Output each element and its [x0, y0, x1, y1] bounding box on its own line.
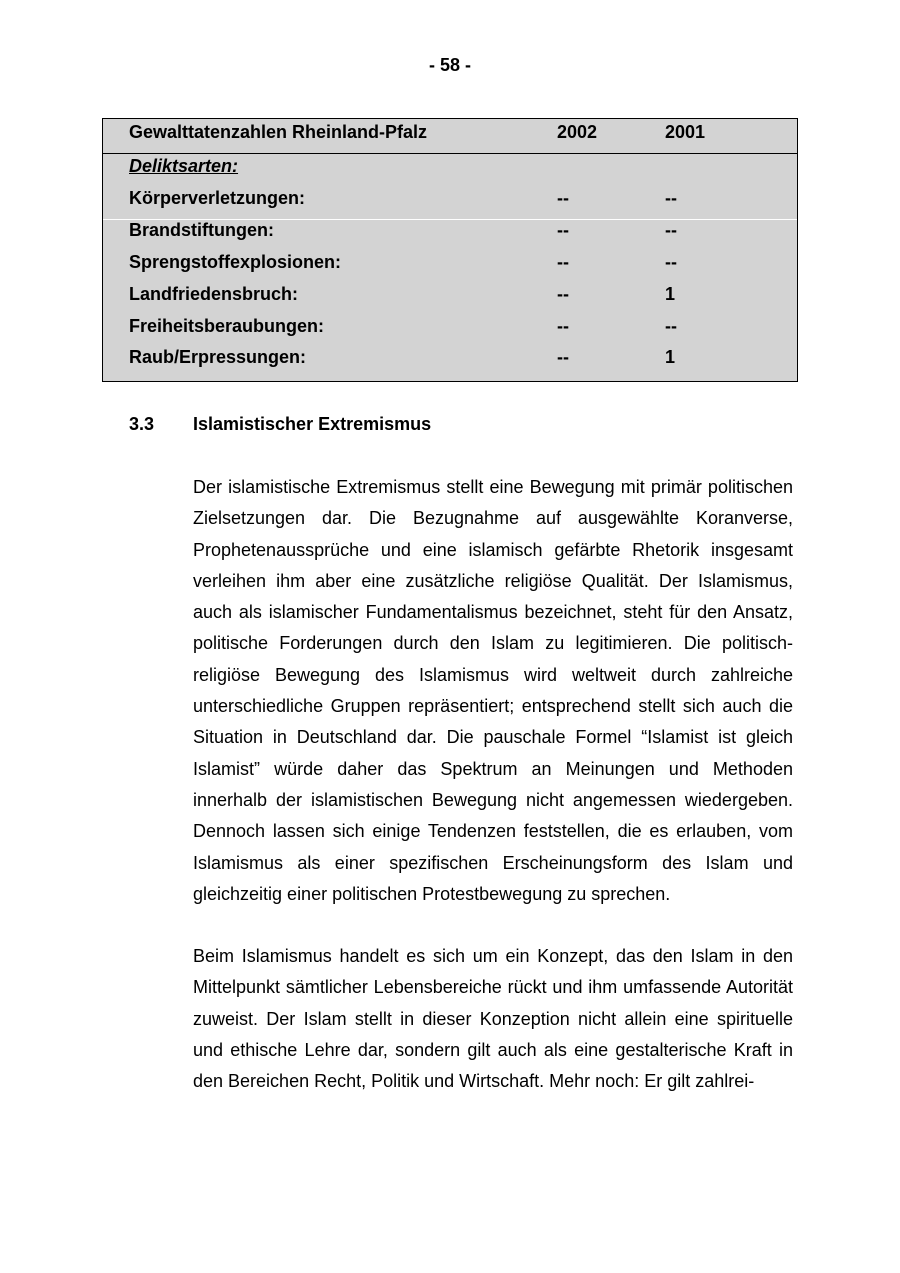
table-row — [103, 220, 797, 252]
row-label: Brandstiftungen: — [129, 220, 274, 240]
row-value-2002: -- — [557, 316, 569, 336]
row-value-2001: -- — [665, 188, 677, 208]
page-number: - 58 - — [428, 55, 471, 75]
row-label: Freiheitsberaubungen: — [129, 316, 325, 336]
section-title: Islamistischer Extremismus — [193, 414, 432, 434]
row-value-2001: 1 — [665, 284, 676, 304]
table-row — [103, 188, 797, 220]
column-header-2002: 2002 — [557, 122, 598, 142]
row-value-2001: 1 — [665, 347, 676, 367]
row-label: Körperverletzungen: — [129, 188, 306, 208]
column-header-2001: 2001 — [665, 122, 706, 142]
table-row — [103, 316, 797, 348]
violence-statistics-table — [102, 118, 798, 382]
table-row — [103, 252, 797, 284]
table-title: Gewalttatenzahlen Rheinland-Pfalz — [129, 122, 428, 142]
offense-category-label: Deliktsarten: — [129, 156, 239, 176]
row-value-2002: -- — [557, 252, 569, 272]
row-value-2002: -- — [557, 188, 569, 208]
body-paragraph: Der islamistische Extremismus stellt eine Bewegung mit primär politischen Zielsetzungen dar. Die Bezugnahme auf ausgewählte Koranverse, Prophetenaussprüche und eine islamisch gefärbte Rhetorik insgesamt verleihen ihm aber eine zusätzliche religiöse Qualität. Der Islamismus, auch als islamischer Fundamentalismus bezeichnet, steht für den Ansatz, politische Forderungen durch den Islam zu legitimieren. Die politisch-religiöse Bewegung des Islamismus wird weltweit durch zahlreiche unterschiedliche Gruppen repräsentiert; entsprechend stellt sich auch die Situation in Deutschland dar. Die pauschale Formel “Islamist ist gleich Islamist” würde daher das Spektrum an Meinungen und Methoden innerhalb der islamistischen Bewegung nicht angemessen wiedergeben. Dennoch lassen sich einige Tendenzen feststellen, die es erlauben, vom Islamismus als einer spezifischen Erscheinungsform des Islam und gleichzeitig einer politischen Protestbewegung zu sprechen. — [193, 477, 793, 904]
section-number: 3.3 — [129, 414, 155, 434]
row-value-2002: -- — [557, 220, 569, 240]
row-value-2002: -- — [557, 347, 569, 367]
body-paragraph: Beim Islamismus handelt es sich um ein Konzept, das den Islam in den Mittelpunkt sämtlicher Lebensbereiche rückt und ihm umfassende Autorität zuweist. Der Islam stellt in dieser Konzeption nicht allein eine spirituelle und ethische Lehre dar, sondern gilt auch als eine gestalterische Kraft in den Bereichen Recht, Politik und Wirtschaft. Mehr noch: Er gilt zahlrei- — [193, 946, 793, 1092]
row-label: Raub/Erpressungen: — [129, 347, 307, 367]
row-value-2002: -- — [557, 284, 569, 304]
row-value-2001: -- — [665, 220, 677, 240]
row-label: Sprengstoffexplosionen: — [129, 252, 342, 272]
row-value-2001: -- — [665, 316, 677, 336]
table-row — [103, 284, 797, 316]
row-value-2001: -- — [665, 252, 677, 272]
table-header-row — [103, 119, 797, 154]
row-label: Landfriedensbruch: — [129, 284, 299, 304]
table-row — [103, 347, 797, 379]
